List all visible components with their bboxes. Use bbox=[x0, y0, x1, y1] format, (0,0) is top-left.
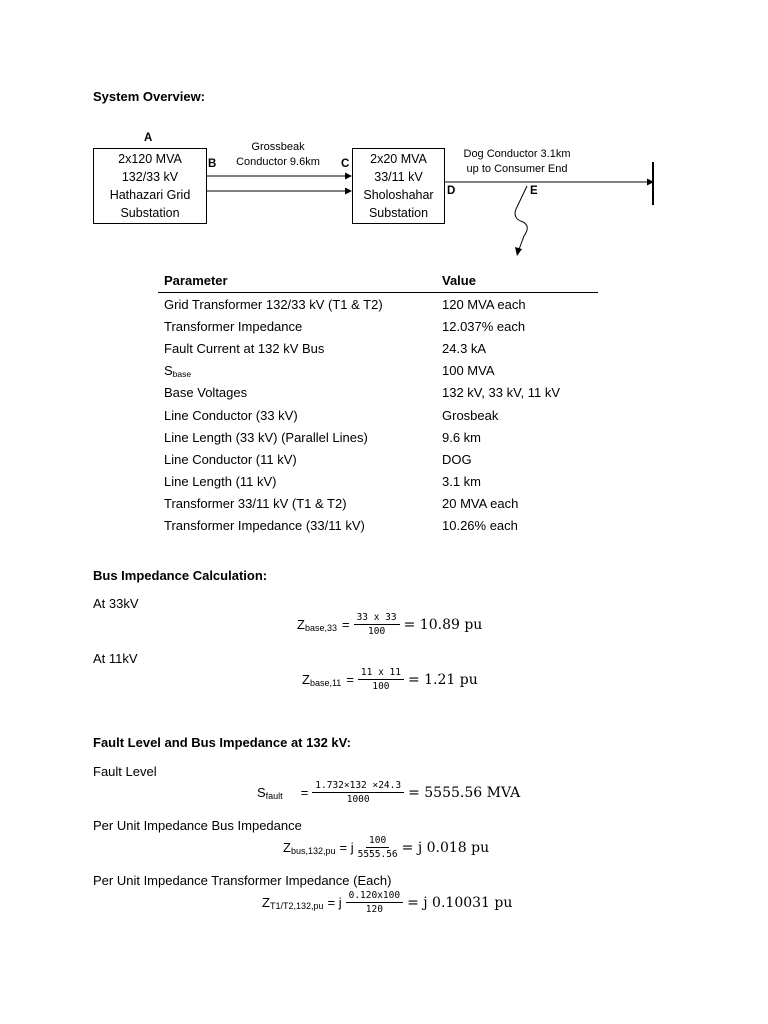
grossbeak-label-line: Grossbeak bbox=[251, 141, 305, 153]
dog-label-line: Dog Conductor 3.1km bbox=[463, 148, 571, 160]
parameter-cell: Line Length (33 kV) (Parallel Lines) bbox=[164, 429, 368, 445]
fault-level-label: Fault Level bbox=[93, 764, 157, 779]
eq3-subscript: fault bbox=[265, 790, 283, 801]
eq5-denominator: 120 bbox=[365, 904, 383, 915]
table-row bbox=[158, 315, 598, 337]
sbase-subscript: base bbox=[172, 368, 192, 379]
arrow-upper-icon bbox=[345, 173, 352, 180]
value-cell: 12.037% each bbox=[442, 318, 526, 334]
equation-zbase-33 bbox=[297, 612, 482, 637]
section-heading-bus-impedance: Bus Impedance Calculation: bbox=[93, 568, 268, 583]
eq5-symbol: Z bbox=[262, 894, 270, 910]
box2-line: Substation bbox=[368, 206, 429, 220]
eq3-fraction bbox=[312, 780, 404, 805]
eq4-equals: = j bbox=[339, 840, 354, 855]
dog-label-line: up to Consumer End bbox=[466, 163, 568, 175]
table-row bbox=[158, 404, 598, 426]
eq2-numerator: 11 x 11 bbox=[358, 667, 404, 680]
fault-lightning-icon bbox=[515, 186, 527, 252]
parameter-cell: Line Conductor (11 kV) bbox=[164, 451, 297, 467]
table-row bbox=[158, 426, 598, 448]
eq3-numerator: 1.732×132 ×24.3 bbox=[312, 780, 404, 793]
eq3-denominator: 1000 bbox=[346, 794, 370, 805]
box2-line: 2x20 MVA bbox=[370, 152, 427, 166]
parameter-cell: Line Length (11 kV) bbox=[164, 474, 277, 490]
point-e-label: E bbox=[530, 185, 538, 197]
eq2-equals: = bbox=[346, 672, 354, 687]
eq2-lhs bbox=[302, 672, 341, 688]
point-a-label: A bbox=[144, 132, 153, 144]
at-11kv-label: At 11kV bbox=[93, 651, 138, 666]
table-row bbox=[158, 293, 598, 316]
eq1-denominator: 100 bbox=[368, 626, 386, 637]
eq1-fraction bbox=[354, 612, 400, 637]
parameter-cell: Base Voltages bbox=[164, 385, 248, 401]
value-cell: DOG bbox=[442, 451, 472, 467]
eq4-denominator: 5555.56 bbox=[357, 849, 398, 860]
eq4-symbol: Z bbox=[283, 839, 291, 855]
eq3-symbol: S bbox=[257, 784, 266, 800]
value-cell: 9.6 km bbox=[442, 429, 482, 445]
box1-line: 132/33 kV bbox=[121, 170, 179, 184]
eq3-equals: = bbox=[300, 785, 309, 800]
section-heading-overview: System Overview: bbox=[93, 89, 206, 104]
point-b-label: B bbox=[208, 158, 217, 170]
sbase-symbol: S bbox=[164, 362, 173, 378]
value-cell: 3.1 km bbox=[442, 474, 482, 490]
eq3-lhs bbox=[257, 785, 283, 801]
eq2-symbol: Z bbox=[302, 671, 310, 687]
table-header-row bbox=[158, 271, 598, 293]
box2-line: 33/11 kV bbox=[374, 170, 423, 184]
eq4-fraction bbox=[358, 835, 398, 860]
at-33kv-label: At 33kV bbox=[93, 596, 139, 611]
grossbeak-label-line: Conductor 9.6km bbox=[236, 156, 320, 168]
parameter-cell: Transformer 33/11 kV (T1 & T2) bbox=[164, 496, 347, 512]
hathazari-substation-box bbox=[93, 148, 207, 224]
box2-line: Sholoshahar bbox=[363, 188, 434, 202]
eq2-subscript: base,11 bbox=[309, 677, 342, 688]
fault-arrow-icon bbox=[515, 247, 522, 256]
section-heading-fault-level: Fault Level and Bus Impedance at 132 kV: bbox=[93, 735, 351, 750]
dog-conductor-label bbox=[452, 147, 582, 177]
equation-fault-level bbox=[257, 780, 520, 805]
sholoshahar-substation-box bbox=[352, 148, 445, 224]
box1-line: 2x120 MVA bbox=[118, 152, 182, 166]
eq1-subscript: base,33 bbox=[304, 622, 337, 633]
pu-transformer-impedance-label: Per Unit Impedance Transformer Impedance (Each) bbox=[93, 873, 392, 888]
column-header-value: Value bbox=[436, 271, 598, 293]
parameter-table bbox=[158, 271, 598, 537]
arrow-lower-icon bbox=[345, 188, 352, 195]
eq4-result: = j 0.018 pu bbox=[401, 839, 490, 856]
eq4-lhs bbox=[283, 840, 336, 856]
parameter-cell: Grid Transformer 132/33 kV (T1 & T2) bbox=[164, 296, 383, 312]
value-cell: 120 MVA each bbox=[442, 296, 526, 312]
value-cell: Grosbeak bbox=[442, 407, 499, 423]
grossbeak-conductor-label bbox=[226, 140, 330, 170]
equation-ztransformer-pu bbox=[262, 890, 512, 915]
eq5-equals: = j bbox=[327, 895, 342, 910]
parameter-cell bbox=[158, 360, 436, 382]
eq3-result: = 5555.56 MVA bbox=[408, 784, 521, 801]
eq1-lhs bbox=[297, 617, 337, 633]
parameter-cell: Transformer Impedance bbox=[164, 318, 303, 334]
value-cell: 132 kV, 33 kV, 11 kV bbox=[442, 385, 561, 401]
table-row bbox=[158, 493, 598, 515]
value-cell: 10.26% each bbox=[442, 518, 518, 534]
table-row bbox=[158, 337, 598, 359]
equation-zbus-pu bbox=[283, 835, 489, 860]
table-row bbox=[158, 382, 598, 404]
eq2-denominator: 100 bbox=[372, 681, 390, 692]
table-row bbox=[158, 515, 598, 537]
eq4-subscript: bus,132,pu bbox=[290, 845, 336, 856]
eq1-equals: = bbox=[341, 617, 350, 632]
table-row bbox=[158, 448, 598, 470]
diagram-lines bbox=[0, 0, 768, 270]
box1-line: Hathazari Grid bbox=[109, 188, 191, 202]
eq1-result: = 10.89 pu bbox=[403, 616, 483, 633]
point-d-label: D bbox=[447, 185, 456, 197]
eq5-result: = j 0.10031 pu bbox=[407, 894, 513, 911]
eq5-numerator: 0.120x100 bbox=[346, 890, 403, 903]
column-header-parameter: Parameter bbox=[158, 271, 436, 293]
equation-zbase-11 bbox=[302, 667, 478, 692]
pu-bus-impedance-label: Per Unit Impedance Bus Impedance bbox=[93, 818, 302, 833]
eq1-numerator: 33 x 33 bbox=[354, 612, 400, 625]
value-cell: 24.3 kA bbox=[442, 340, 487, 356]
eq5-lhs bbox=[262, 895, 324, 911]
point-c-label: C bbox=[341, 158, 350, 170]
value-cell: 100 MVA bbox=[442, 363, 495, 379]
table-row bbox=[158, 360, 598, 382]
parameter-cell: Transformer Impedance (33/11 kV) bbox=[164, 518, 365, 534]
parameter-cell: Line Conductor (33 kV) bbox=[164, 407, 298, 423]
eq5-subscript: T1/T2,132,pu bbox=[269, 900, 324, 911]
parameter-cell: Fault Current at 132 kV Bus bbox=[164, 340, 325, 356]
table-row bbox=[158, 471, 598, 493]
eq2-fraction bbox=[358, 667, 404, 692]
eq2-result: = 1.21 pu bbox=[407, 671, 478, 688]
value-cell: 20 MVA each bbox=[442, 496, 519, 512]
eq5-fraction bbox=[346, 890, 403, 915]
eq4-numerator: 100 bbox=[366, 835, 389, 848]
eq1-symbol: Z bbox=[297, 616, 305, 632]
box1-line: Substation bbox=[120, 206, 180, 220]
